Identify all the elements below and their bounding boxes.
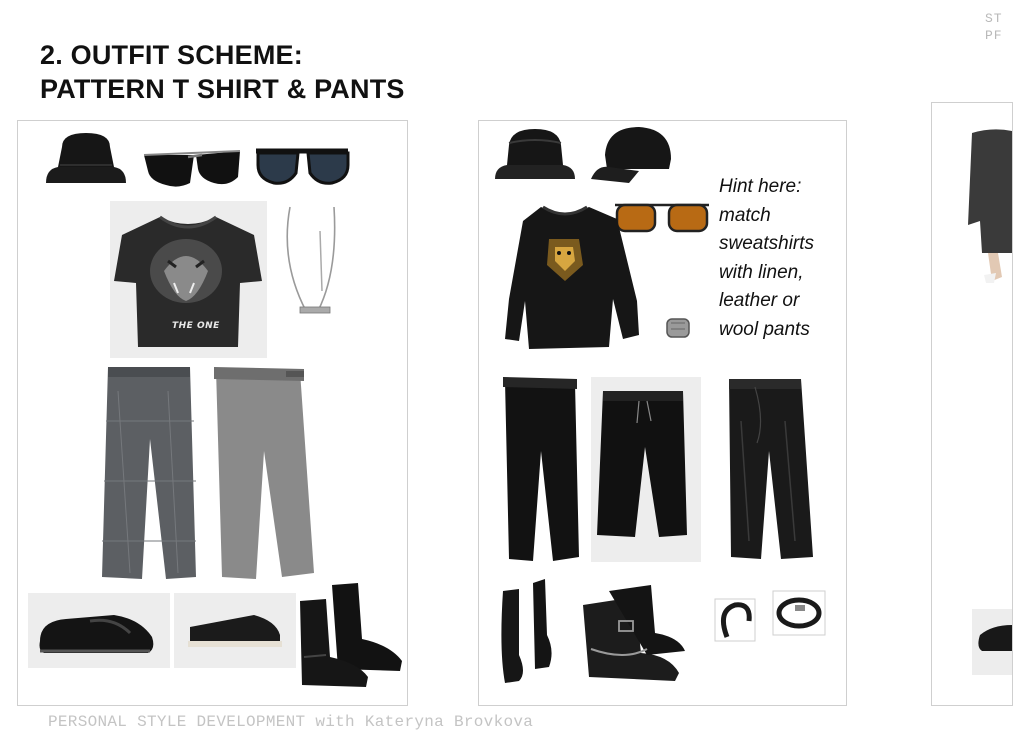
outfit-panel-sweatshirt — [478, 120, 847, 706]
next-slide-label — [985, 10, 1003, 44]
model-tshirt-icon — [968, 129, 1012, 283]
panel1-illustration — [18, 121, 407, 705]
loafer-icon — [40, 615, 154, 653]
cuff-bracelet-icon — [715, 599, 755, 641]
black-trousers-icon — [503, 377, 579, 561]
drawstring-pants-icon — [597, 391, 687, 537]
hint-line-2: match — [719, 204, 771, 226]
beaded-bracelet-icon — [773, 591, 825, 635]
black-chelsea-boots-icon — [501, 579, 551, 683]
hint-line-6: wool pants — [719, 318, 810, 340]
aviator-sunglasses-icon — [256, 151, 348, 183]
page-title — [40, 38, 405, 106]
hint-line-4: with linen, — [719, 261, 804, 283]
title-line-1: 2. OUTFIT SCHEME: — [40, 40, 303, 70]
next-slide-label-line-1: ST — [985, 11, 1003, 26]
grey-trousers-icon — [214, 367, 314, 579]
footer-credit: PERSONAL STYLE DEVELOPMENT with Kateryna Brovkova — [48, 713, 534, 731]
outfit-panel-pattern-tee — [17, 120, 408, 706]
loafer-partial-icon — [972, 609, 1012, 675]
square-sunglasses-icon — [144, 151, 240, 187]
tee-print-text: THE ONE — [172, 321, 220, 331]
tiger-sweatshirt-icon — [505, 207, 639, 349]
hint-line-5: leather or — [719, 290, 800, 311]
buckle-boots-icon — [583, 585, 685, 681]
ring-icon — [667, 319, 689, 337]
bucket-hat-icon — [46, 133, 126, 183]
styling-hint — [719, 173, 849, 344]
chelsea-boots-icon — [300, 583, 402, 687]
title-line-2: PATTERN T SHIRT & PANTS — [40, 74, 405, 104]
leather-pants-icon — [729, 379, 813, 559]
hint-line-1: Hint here: — [719, 176, 802, 197]
hint-line-3: sweatshirts — [719, 233, 815, 254]
outfit-panel-partial — [931, 102, 1013, 706]
amber-sunglasses-icon — [615, 205, 709, 231]
chain-necklace-icon — [287, 207, 334, 313]
leather-bucket-hat-icon — [495, 129, 575, 179]
panel3-illustration — [932, 103, 1012, 705]
next-slide-label-line-2: PF — [985, 28, 1003, 43]
slipon-shoe-icon — [188, 615, 282, 647]
check-trousers-icon — [102, 367, 196, 579]
baseball-cap-icon — [591, 127, 671, 183]
